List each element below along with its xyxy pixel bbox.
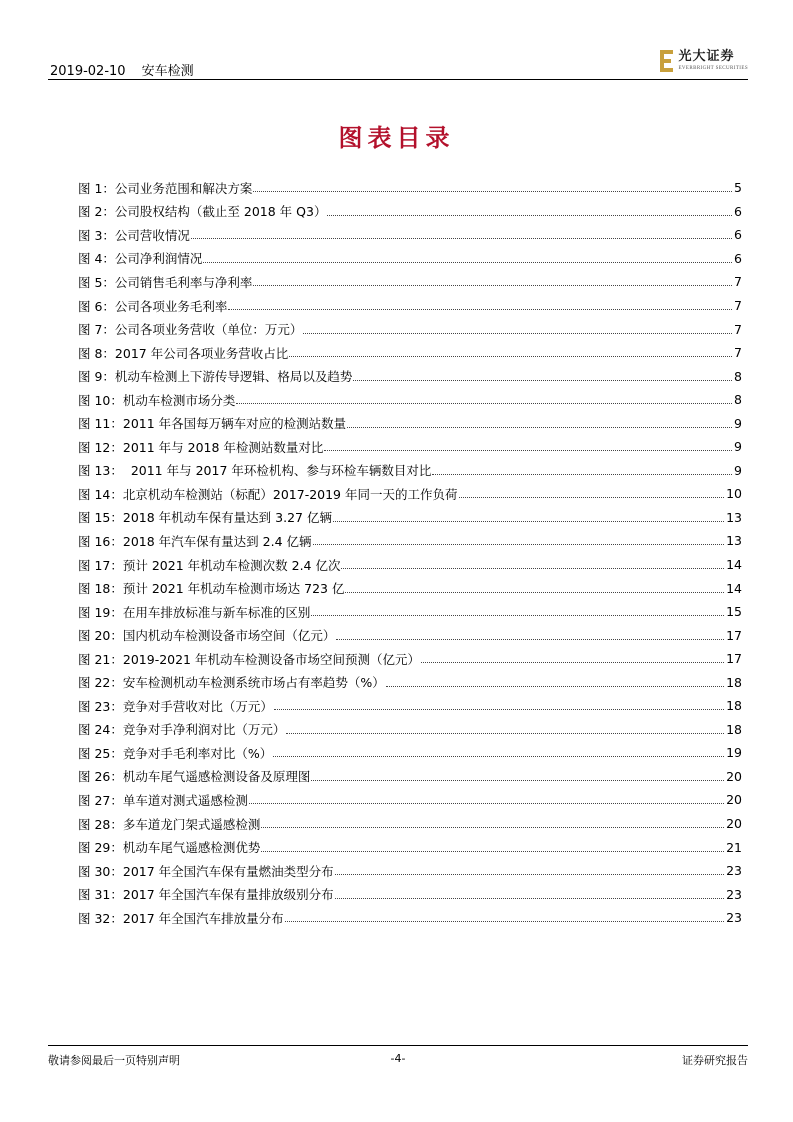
toc-entry-label[interactable]: 图 3：公司营收情况 xyxy=(78,227,190,243)
toc-entry-page[interactable]: 23 xyxy=(726,863,742,879)
toc-entry-label[interactable]: 图 20：国内机动车检测设备市场空间（亿元） xyxy=(78,628,336,644)
toc-entry-page[interactable]: 23 xyxy=(726,886,742,902)
toc-entry-page[interactable]: 7 xyxy=(734,321,742,337)
toc-dot-leader xyxy=(311,615,724,616)
toc-dot-leader xyxy=(285,921,724,922)
toc-dot-leader xyxy=(327,215,732,216)
toc-entry-label[interactable]: 图 1：公司业务范围和解决方案 xyxy=(78,180,253,196)
toc-entry-label[interactable]: 图 30：2017 年全国汽车保有量燃油类型分布 xyxy=(78,863,334,879)
toc-entry-label[interactable]: 图 18：预计 2021 年机动车检测市场达 723 亿 xyxy=(78,581,345,597)
toc-entry[interactable] xyxy=(78,741,742,765)
header-company: 安车检测 xyxy=(141,64,194,79)
toc-dot-leader xyxy=(236,403,732,404)
toc-dot-leader xyxy=(253,191,732,192)
toc-dot-leader xyxy=(191,238,732,239)
toc-entry-page[interactable]: 8 xyxy=(734,392,742,408)
toc-dot-leader xyxy=(261,851,724,852)
toc-entry[interactable] xyxy=(78,270,742,294)
toc-dot-leader xyxy=(313,544,725,545)
toc-dot-leader xyxy=(253,285,732,286)
toc-entry-label[interactable]: 图 2：公司股权结构（截止至 2018 年 Q3） xyxy=(78,204,327,220)
toc-entry-page[interactable]: 6 xyxy=(734,250,742,266)
toc-entry-label[interactable]: 图 4：公司净利润情况 xyxy=(78,251,203,267)
page-title: 图表目录 xyxy=(338,123,455,152)
toc-entry[interactable] xyxy=(78,600,742,624)
toc-entry-label[interactable]: 图 25：竞争对手毛利率对比（%） xyxy=(78,745,273,761)
toc-entry[interactable] xyxy=(78,506,742,530)
toc-entry-page[interactable]: 9 xyxy=(734,462,742,478)
toc-entry[interactable] xyxy=(78,200,742,224)
toc-dot-leader xyxy=(421,662,724,663)
page-header xyxy=(48,48,748,78)
toc-entry[interactable] xyxy=(78,788,742,812)
toc-dot-leader xyxy=(289,356,732,357)
toc-entry[interactable] xyxy=(78,435,742,459)
toc-entry-label[interactable]: 图 6：公司各项业务毛利率 xyxy=(78,298,228,314)
toc-entry[interactable] xyxy=(78,859,742,883)
toc-entry[interactable] xyxy=(78,576,742,600)
table-of-figures xyxy=(78,176,742,930)
toc-entry-page[interactable]: 23 xyxy=(726,910,742,926)
toc-entry-page[interactable]: 13 xyxy=(726,509,742,525)
footer-disclaimer: 敬请参阅最后一页特别声明 xyxy=(48,1054,180,1067)
toc-entry-label[interactable]: 图 24：竞争对手净利润对比（万元） xyxy=(78,722,286,738)
toc-dot-leader xyxy=(249,803,724,804)
toc-entry[interactable] xyxy=(78,553,742,577)
toc-entry-page[interactable]: 9 xyxy=(734,439,742,455)
toc-entry-label[interactable]: 图 29：机动车尾气遥感检测优势 xyxy=(78,840,261,856)
toc-entry[interactable] xyxy=(78,812,742,836)
toc-entry-page[interactable]: 7 xyxy=(734,345,742,361)
toc-dot-leader xyxy=(347,427,732,428)
toc-dot-leader xyxy=(336,639,724,640)
toc-dot-leader xyxy=(386,686,724,687)
toc-entry-label[interactable]: 图 11：2011 年各国每万辆车对应的检测站数量 xyxy=(78,416,347,432)
toc-entry-label[interactable]: 图 32：2017 年全国汽车排放量分布 xyxy=(78,910,284,926)
footer-report-type: 证券研究报告 xyxy=(682,1054,748,1067)
toc-entry[interactable] xyxy=(78,341,742,365)
toc-entry-label[interactable]: 图 9：机动车检测上下游传导逻辑、格局以及趋势 xyxy=(78,369,353,385)
toc-entry-page[interactable]: 13 xyxy=(726,533,742,549)
toc-entry-page[interactable]: 7 xyxy=(734,298,742,313)
toc-entry-page[interactable]: 18 xyxy=(726,721,742,737)
toc-entry-page[interactable]: 20 xyxy=(726,816,742,832)
toc-entry-page[interactable]: 6 xyxy=(734,227,742,243)
toc-dot-leader xyxy=(228,309,732,310)
toc-dot-leader xyxy=(203,262,732,263)
toc-entry[interactable] xyxy=(78,906,742,930)
toc-entry-label[interactable]: 图 15：2018 年机动车保有量达到 3.27 亿辆 xyxy=(78,510,332,526)
toc-entry-label[interactable]: 图 13： 2011 年与 2017 年环检机构、参与环检车辆数目对比 xyxy=(78,463,432,479)
toc-dot-leader xyxy=(335,898,724,899)
toc-entry-label[interactable]: 图 8：2017 年公司各项业务营收占比 xyxy=(78,345,289,361)
logo-chinese-name: 光大证券 xyxy=(678,49,735,64)
toc-dot-leader xyxy=(341,568,724,569)
toc-entry-page[interactable]: 18 xyxy=(726,674,742,690)
toc-entry-label[interactable]: 图 23：竞争对手营收对比（万元） xyxy=(78,698,273,714)
toc-entry-page[interactable]: 10 xyxy=(726,486,742,502)
toc-dot-leader xyxy=(432,474,732,475)
toc-dot-leader xyxy=(333,521,724,522)
toc-entry-page[interactable]: 21 xyxy=(726,839,742,855)
toc-entry-label[interactable]: 图 10：机动车检测市场分类 xyxy=(78,392,236,408)
toc-entry-page[interactable]: 18 xyxy=(726,698,742,714)
page-number: -4- xyxy=(390,1052,406,1065)
toc-entry-label[interactable]: 图 12：2011 年与 2018 年检测站数量对比 xyxy=(78,439,324,455)
toc-entry[interactable] xyxy=(78,882,742,906)
header-divider xyxy=(48,79,748,80)
toc-entry-label[interactable]: 图 5：公司销售毛利率与净利率 xyxy=(78,274,253,290)
toc-entry-label[interactable]: 图 26：机动车尾气遥感检测设备及原理图 xyxy=(78,769,311,785)
toc-entry-page[interactable]: 5 xyxy=(734,180,742,196)
toc-entry-page[interactable]: 20 xyxy=(726,792,742,808)
toc-entry[interactable] xyxy=(78,765,742,789)
toc-entry-page[interactable]: 20 xyxy=(726,768,742,784)
toc-entry-label[interactable]: 图 16：2018 年汽车保有量达到 2.4 亿辆 xyxy=(78,533,312,549)
toc-dot-leader xyxy=(335,874,724,875)
toc-entry-page[interactable]: 19 xyxy=(726,745,742,761)
everbright-logo xyxy=(660,50,748,72)
toc-dot-leader xyxy=(324,450,732,451)
toc-entry-page[interactable]: 7 xyxy=(734,274,742,290)
toc-entry[interactable] xyxy=(78,482,742,506)
toc-dot-leader xyxy=(286,733,724,734)
header-date-title xyxy=(50,60,194,79)
toc-entry[interactable] xyxy=(78,835,742,859)
toc-entry-page[interactable]: 14 xyxy=(726,557,742,573)
footer-divider xyxy=(48,1045,748,1046)
toc-entry-label[interactable]: 图 14：北京机动车检测站（标配）2017-2019 年同一天的工作负荷 xyxy=(78,486,458,502)
toc-entry-page[interactable]: 15 xyxy=(726,604,742,620)
toc-dot-leader xyxy=(274,709,724,710)
toc-dot-leader xyxy=(261,827,724,828)
toc-entry-label[interactable]: 图 17：预计 2021 年机动车检测次数 2.4 亿次 xyxy=(78,557,341,573)
toc-entry-page[interactable]: 14 xyxy=(726,580,742,596)
toc-entry-page[interactable]: 9 xyxy=(734,415,742,431)
toc-entry[interactable] xyxy=(78,388,742,412)
toc-entry-page[interactable]: 6 xyxy=(734,203,742,219)
toc-entry[interactable] xyxy=(78,647,742,671)
toc-entry[interactable] xyxy=(78,411,742,435)
toc-entry[interactable] xyxy=(78,459,742,483)
toc-entry[interactable] xyxy=(78,223,742,247)
toc-entry-page[interactable]: 17 xyxy=(726,627,742,643)
toc-entry-page[interactable]: 17 xyxy=(726,651,742,667)
toc-entry[interactable] xyxy=(78,247,742,271)
toc-entry[interactable] xyxy=(78,294,742,318)
toc-entry[interactable] xyxy=(78,176,742,200)
toc-entry-label[interactable]: 图 28：多车道龙门架式遥感检测 xyxy=(78,816,261,832)
header-date: 2019-02-10 xyxy=(50,64,126,79)
toc-entry-label[interactable]: 图 7：公司各项业务营收（单位：万元） xyxy=(78,322,303,338)
toc-dot-leader xyxy=(273,756,724,757)
toc-dot-leader xyxy=(353,380,732,381)
toc-entry[interactable] xyxy=(78,529,742,553)
toc-entry[interactable] xyxy=(78,364,742,388)
toc-entry-label[interactable]: 图 22：安车检测机动车检测系统市场占有率趋势（%） xyxy=(78,675,385,691)
toc-entry[interactable] xyxy=(78,623,742,647)
toc-dot-leader xyxy=(345,592,724,593)
toc-entry[interactable] xyxy=(78,694,742,718)
toc-dot-leader xyxy=(303,333,732,334)
toc-dot-leader xyxy=(459,497,725,498)
everbright-logo-icon xyxy=(660,50,673,72)
toc-entry[interactable] xyxy=(78,718,742,742)
toc-entry-label[interactable]: 图 19：在用车排放标准与新车标准的区别 xyxy=(78,604,311,620)
toc-entry-label[interactable]: 图 31：2017 年全国汽车保有量排放级别分布 xyxy=(78,887,334,903)
toc-entry[interactable] xyxy=(78,317,742,341)
logo-english-name: EVERBRIGHT SECURITIES xyxy=(678,66,748,71)
toc-entry-page[interactable]: 8 xyxy=(734,368,742,384)
toc-dot-leader xyxy=(311,780,724,781)
toc-entry-label[interactable]: 图 27：单车道对测式遥感检测 xyxy=(78,792,248,808)
toc-entry-label[interactable]: 图 21：2019-2021 年机动车检测设备市场空间预测（亿元） xyxy=(78,651,420,667)
toc-entry[interactable] xyxy=(78,670,742,694)
